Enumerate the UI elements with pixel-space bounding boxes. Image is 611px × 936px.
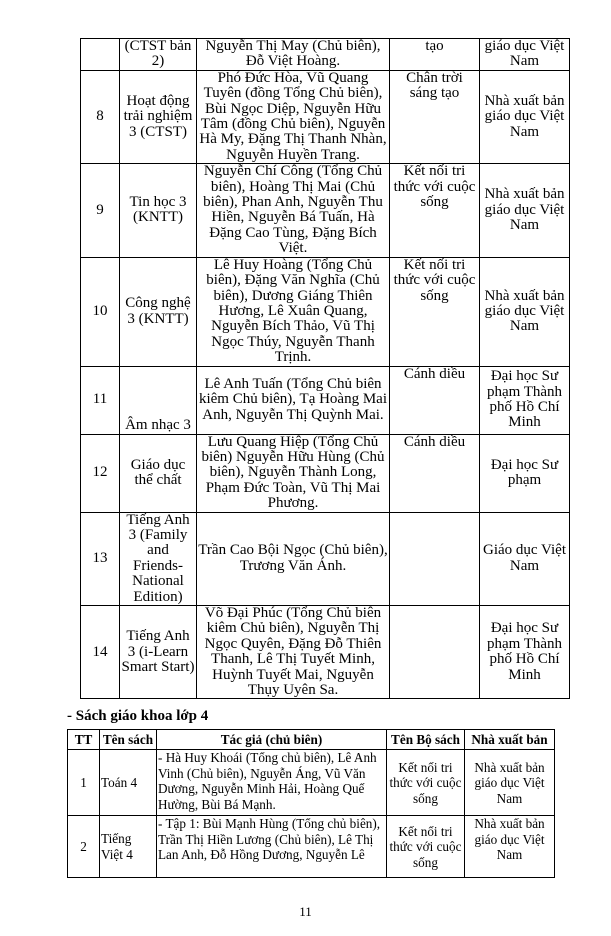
table-row bbox=[81, 257, 570, 366]
cell-publisher: Nhà xuất bản giáo dục Việt Nam bbox=[480, 164, 570, 257]
cell-authors: - Hà Huy Khoái (Tổng chủ biên), Lê Anh Vinh (Chủ biên), Nguyễn Áng, Vũ Văn Dương, Nguyễn Minh Hải, Hoàng Quế Hường, Bùi Bá Mạnh. bbox=[157, 750, 387, 816]
cell-publisher: Nhà xuất bản giáo dục Việt Nam bbox=[465, 750, 555, 816]
cell-tt: 12 bbox=[81, 434, 120, 512]
cell-authors: - Tập 1: Bùi Mạnh Hùng (Tổng chủ biên), Trần Thị Hiền Lương (Chủ biên), Lê Thị Lan Anh, Đỗ Hồng Dương, Nguyễn Lê bbox=[157, 816, 387, 878]
cell-authors: Lưu Quang Hiệp (Tổng Chủ biên) Nguyễn Hữu Hùng (Chủ biên), Nguyễn Thành Long, Phạm Đức Toàn, Vũ Thị Mai Phương. bbox=[197, 434, 390, 512]
cell-series: Cánh diều bbox=[390, 434, 480, 512]
cell-authors: Nguyễn Chí Công (Tổng Chủ biên), Hoàng Thị Mai (Chủ biên), Phan Anh, Nguyễn Thu Hiền, Nguyễn Bá Tuấn, Hà Đặng Cao Tùng, Đặng Bích Việt. bbox=[197, 164, 390, 257]
cell-name: Tiếng Việt 4 bbox=[100, 816, 157, 878]
table-row bbox=[81, 434, 570, 512]
cell-series bbox=[390, 606, 480, 699]
cell-tt: 11 bbox=[81, 366, 120, 434]
cell-publisher: Nhà xuất bản giáo dục Việt Nam bbox=[480, 257, 570, 366]
header-tt: TT bbox=[68, 730, 100, 750]
cell-authors: Lê Huy Hoàng (Tổng Chủ biên), Đặng Văn Nghĩa (Chủ biên), Dương Giáng Thiên Hương, Lê Xuân Quang, Nguyễn Bích Thảo, Vũ Thị Ngọc Thúy, Nguyễn Thanh Trịnh. bbox=[197, 257, 390, 366]
cell-series: tạo bbox=[390, 39, 480, 71]
cell-publisher: Đại học Sư phạm Thành phố Hồ Chí Minh bbox=[480, 366, 570, 434]
cell-authors: Võ Đại Phúc (Tổng Chủ biên kiêm Chủ biên), Nguyễn Thị Ngọc Quyên, Đặng Đỗ Thiên Thanh, Lê Thị Tuyết Minh, Huỳnh Tuyết Mai, Nguyễn Thụy Uyên Sa. bbox=[197, 606, 390, 699]
table-row bbox=[68, 750, 555, 816]
cell-series: Chân trời sáng tạo bbox=[390, 70, 480, 163]
cell-publisher: Nhà xuất bản giáo dục Việt Nam bbox=[465, 816, 555, 878]
cell-name: Giáo dục thể chất bbox=[120, 434, 197, 512]
cell-tt: 9 bbox=[81, 164, 120, 257]
cell-name: Hoạt động trải nghiệm 3 (CTST) bbox=[120, 70, 197, 163]
cell-authors: Phó Đức Hòa, Vũ Quang Tuyên (đồng Tổng Chủ biên), Bùi Ngọc Diệp, Nguyễn Hữu Tâm (đồng Chủ biên), Nguyễn Hà My, Đặng Thị Thanh Nhàn, Nguyễn Huyền Trang. bbox=[197, 70, 390, 163]
table-row bbox=[81, 70, 570, 163]
cell-series: Kết nối tri thức với cuộc sống bbox=[387, 816, 465, 878]
header-series: Tên Bộ sách bbox=[387, 730, 465, 750]
cell-series: Cánh diều bbox=[390, 366, 480, 434]
table-row bbox=[81, 606, 570, 699]
cell-name: Toán 4 bbox=[100, 750, 157, 816]
section-heading: - Sách giáo khoa lớp 4 bbox=[67, 708, 209, 725]
page-number: 11 bbox=[299, 904, 312, 920]
cell-tt: 13 bbox=[81, 512, 120, 605]
cell-tt bbox=[81, 39, 120, 71]
table-row bbox=[68, 816, 555, 878]
cell-name: Công nghệ 3 (KNTT) bbox=[120, 257, 197, 366]
header-authors: Tác giả (chủ biên) bbox=[157, 730, 387, 750]
cell-authors: Nguyễn Thị May (Chủ biên), Đỗ Việt Hoàng. bbox=[197, 39, 390, 71]
cell-name: Tiếng Anh 3 (Family and Friends- National Edition) bbox=[120, 512, 197, 605]
cell-name: Âm nhạc 3 bbox=[120, 366, 197, 434]
cell-authors: Lê Anh Tuấn (Tổng Chủ biên kiêm Chủ biên), Tạ Hoàng Mai Anh, Nguyễn Thị Quỳnh Mai. bbox=[197, 366, 390, 434]
cell-name: Tin học 3 (KNTT) bbox=[120, 164, 197, 257]
cell-publisher: giáo dục Việt Nam bbox=[480, 39, 570, 71]
table-row bbox=[81, 164, 570, 257]
cell-tt: 8 bbox=[81, 70, 120, 163]
header-publisher: Nhà xuất bản bbox=[465, 730, 555, 750]
cell-publisher: Giáo dục Việt Nam bbox=[480, 512, 570, 605]
cell-series: Kết nối tri thức với cuộc sống bbox=[390, 164, 480, 257]
cell-authors: Trần Cao Bội Ngọc (Chủ biên), Trương Văn Ánh. bbox=[197, 512, 390, 605]
cell-tt: 1 bbox=[68, 750, 100, 816]
cell-series: Kết nối tri thức với cuộc sống bbox=[387, 750, 465, 816]
cell-tt: 14 bbox=[81, 606, 120, 699]
cell-tt: 2 bbox=[68, 816, 100, 878]
table-row bbox=[81, 366, 570, 434]
cell-series: Kết nối tri thức với cuộc sống bbox=[390, 257, 480, 366]
table-row bbox=[81, 39, 570, 71]
cell-publisher: Nhà xuất bản giáo dục Việt Nam bbox=[480, 70, 570, 163]
cell-publisher: Đại học Sư phạm Thành phố Hồ Chí Minh bbox=[480, 606, 570, 699]
grade3-textbook-table bbox=[80, 38, 570, 699]
cell-publisher: Đại học Sư phạm bbox=[480, 434, 570, 512]
cell-series bbox=[390, 512, 480, 605]
cell-tt: 10 bbox=[81, 257, 120, 366]
header-name: Tên sách bbox=[100, 730, 157, 750]
cell-name: (CTST bản 2) bbox=[120, 39, 197, 71]
cell-name: Tiếng Anh 3 (i-Learn Smart Start) bbox=[120, 606, 197, 699]
table-header-row bbox=[68, 730, 555, 750]
grade4-textbook-table bbox=[67, 729, 555, 878]
table-row bbox=[81, 512, 570, 605]
